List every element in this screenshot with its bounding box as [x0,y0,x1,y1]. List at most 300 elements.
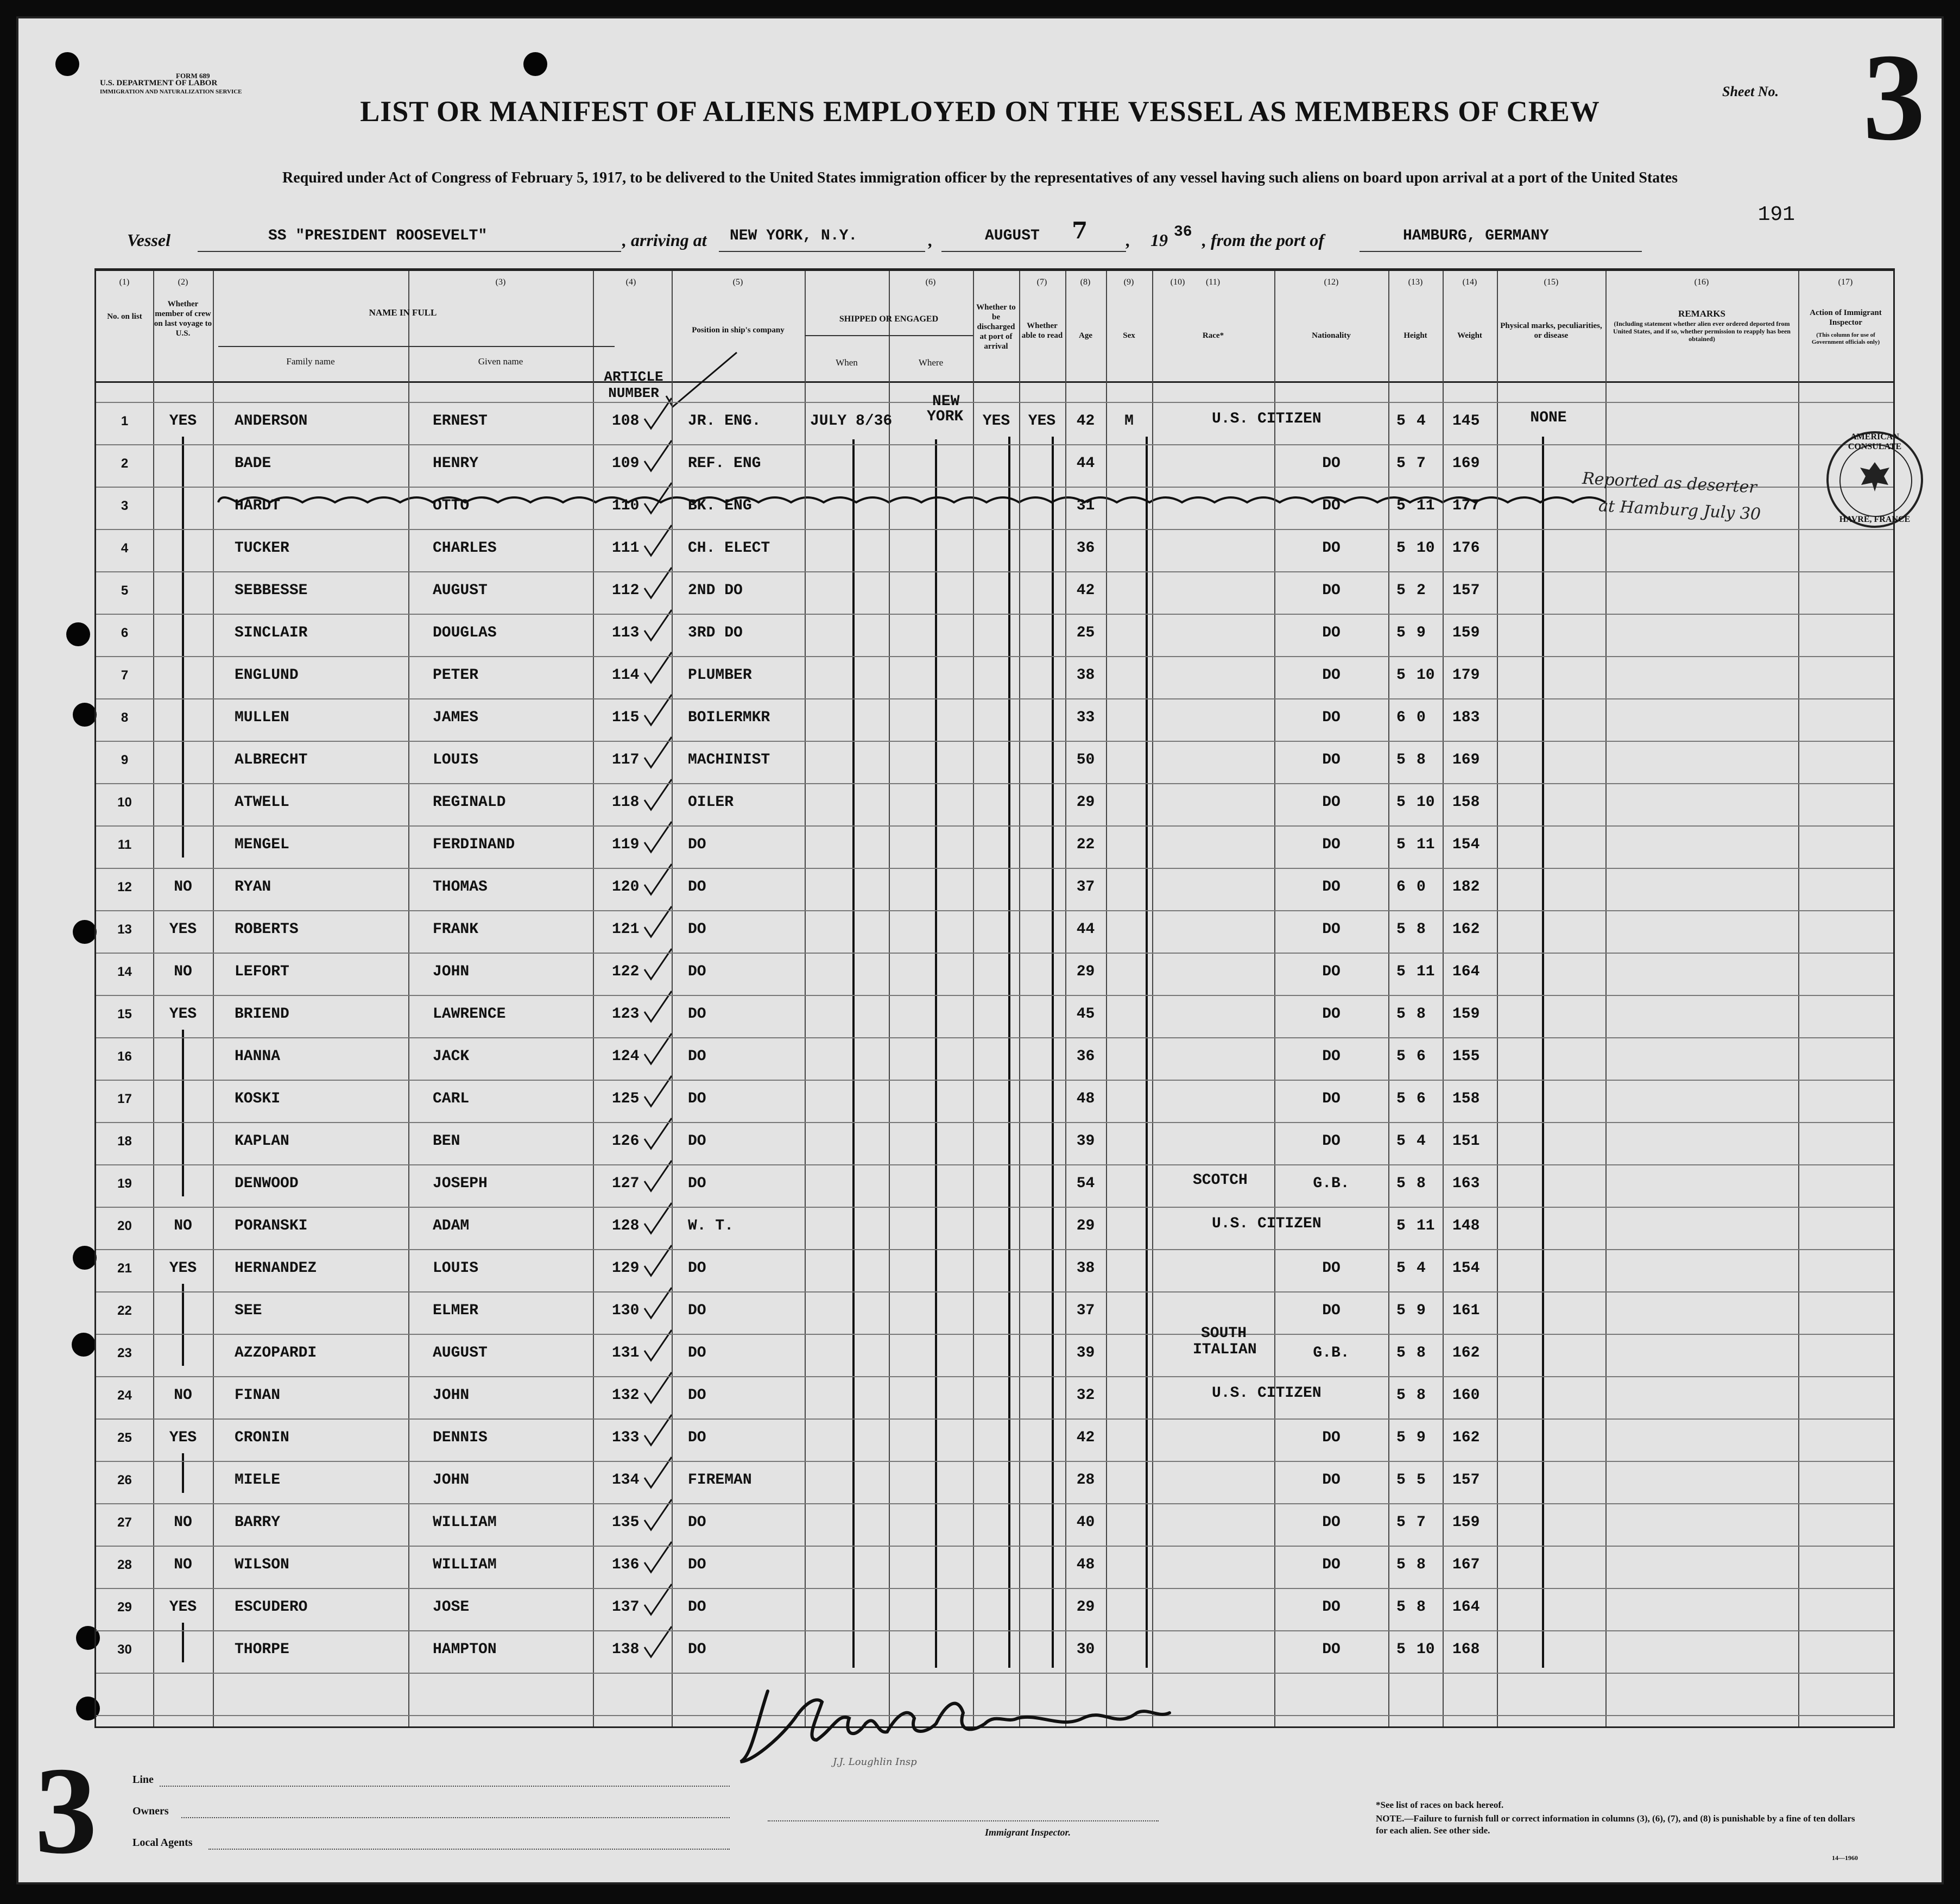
family-name: AZZOPARDI [235,1345,317,1361]
table-row [96,1546,1893,1588]
weight: 155 [1452,1048,1480,1065]
age: 31 [1076,497,1095,514]
table-row [96,995,1893,1037]
given-name: REGINALD [433,794,506,811]
crew-last-voyage: NO [174,1556,192,1573]
row-number: 20 [117,1219,132,1233]
row-number: 1 [121,414,129,428]
table-row [96,1503,1893,1546]
nationality: DO [1322,879,1341,896]
family-name: FINAN [235,1387,281,1404]
column-number: (7) [1036,278,1047,287]
arrival-month: AUGUST [985,228,1040,244]
weight: 162 [1452,921,1480,938]
header-family-name: Family name [286,356,335,367]
position: DO [688,1006,706,1023]
family-name: KOSKI [235,1090,281,1107]
age: 38 [1076,1260,1095,1277]
nationality: DO [1322,1429,1341,1446]
penalty-note: NOTE.—Failure to furnish full or correct information in columns (3), (6), (7), and (8) is punishable by a fine of ten dollars for each alien. See other side. [1376,1813,1855,1836]
arrival-year: 36 [1174,224,1192,241]
age: 48 [1076,1556,1095,1573]
row-number: 11 [117,837,132,852]
footer-sheet-number: 3 [35,1741,97,1880]
height-feet: 5 [1396,1006,1406,1023]
position: DO [688,879,706,896]
height-feet: 6 [1396,879,1406,896]
nationality: DO [1322,752,1341,768]
table-row [96,1207,1893,1249]
article-number: 115 [612,709,640,726]
column-number: (2) [178,278,188,287]
family-name: TUCKER [235,540,289,557]
age: 39 [1076,1345,1095,1361]
header-height: Height [1403,331,1427,340]
weight: 151 [1452,1133,1480,1150]
table-row [96,1334,1893,1376]
race: U.S. CITIZEN [1212,1385,1322,1402]
height-inches: 10 [1417,667,1435,684]
table-row [96,1588,1893,1630]
column-number: (3) [495,278,506,287]
row-number: 26 [117,1473,132,1487]
position: OILER [688,794,734,811]
article-number: 131 [612,1345,640,1361]
table-row [96,1461,1893,1503]
vessel-label: Vessel [127,230,170,250]
height-feet: 5 [1396,455,1406,472]
weight: 158 [1452,794,1480,811]
header-remarks: REMARKS [1678,308,1725,319]
article-number: 109 [612,455,640,472]
header-able-to-read: Whether able to read [1021,321,1063,340]
column-number: (10) [1170,278,1185,287]
arrival-port: NEW YORK, N.Y. [730,228,858,244]
article-number: 138 [612,1641,640,1658]
height-inches: 5 [1417,1472,1426,1489]
position: DO [688,963,706,980]
height-feet: 5 [1396,1599,1406,1616]
weight: 176 [1452,540,1480,557]
arriving-label: , arriving at [622,230,707,250]
header-age: Age [1079,331,1092,340]
family-name: RYAN [235,879,271,896]
family-name: MIELE [235,1472,281,1489]
height-inches: 9 [1417,1429,1426,1446]
header-nationality: Nationality [1312,331,1351,340]
age: 37 [1076,1302,1095,1319]
article-number: 121 [612,921,640,938]
table-row [96,1037,1893,1080]
table-row [96,698,1893,741]
given-name: DENNIS [433,1429,488,1446]
weight: 168 [1452,1641,1480,1658]
age: 42 [1076,413,1095,430]
nationality: G.B. [1313,1175,1350,1192]
service-label: IMMIGRATION AND NATURALIZATION SERVICE [100,89,242,95]
family-name: ALBRECHT [235,752,308,768]
crew-last-voyage: YES [169,1599,197,1616]
table-row [96,1249,1893,1291]
given-name: DOUGLAS [433,625,497,641]
weight: 159 [1452,625,1480,641]
department-label: U.S. DEPARTMENT OF LABOR [100,79,218,87]
given-name: LAWRENCE [433,1006,506,1023]
column-number: (12) [1324,278,1339,287]
age: 39 [1076,1133,1095,1150]
family-name: KAPLAN [235,1133,289,1150]
shipped-when: JULY 8/36 [810,413,893,430]
row-number: 14 [117,964,132,979]
column-number: (6) [925,278,936,287]
row-number: 4 [121,541,129,556]
row-number: 17 [117,1092,132,1106]
crew-last-voyage: YES [169,1006,197,1023]
height-inches: 6 [1417,1048,1426,1065]
position: PLUMBER [688,667,752,684]
height-inches: 0 [1417,709,1426,726]
height-feet: 5 [1396,667,1406,684]
height-feet: 5 [1396,1302,1406,1319]
given-name: ADAM [433,1218,470,1234]
column-number: (1) [119,278,130,287]
race: ITALIAN [1193,1341,1257,1358]
height-inches: 8 [1417,752,1426,768]
height-feet: 5 [1396,1090,1406,1107]
article-number: 130 [612,1302,640,1319]
nationality: DO [1322,794,1341,811]
position: DO [688,1556,706,1573]
height-inches: 8 [1417,1387,1426,1404]
article-number: 118 [612,794,640,811]
table-row [96,1291,1893,1334]
nationality: DO [1322,1599,1341,1616]
height-inches: 11 [1417,963,1435,980]
line-label: Line [132,1774,154,1786]
height-inches: 8 [1417,1599,1426,1616]
column-number: (17) [1838,278,1853,287]
nationality: DO [1322,582,1341,599]
remark-deserter-1: Reported as deserter [1582,469,1757,497]
row-number: 13 [117,922,132,937]
page-subtitle: Required under Act of Congress of February 5, 1917, to be delivered to the United States immigration officer by the representatives of any vessel having such aliens on board upon arrival at a port of the United States [282,169,1678,186]
header-when: When [836,357,858,368]
age: 42 [1076,582,1095,599]
from-port-label: , from the port of [1202,230,1324,250]
family-name: ENGLUND [235,667,299,684]
article-number: 126 [612,1133,640,1150]
position: DO [688,1599,706,1616]
nationality: DO [1322,625,1341,641]
row-rule [96,1673,1893,1674]
age: 33 [1076,709,1095,726]
height-inches: 8 [1417,1175,1426,1192]
row-number: 27 [117,1515,132,1530]
article-number: 114 [612,667,640,684]
height-feet: 5 [1396,1514,1406,1531]
given-name: LOUIS [433,1260,479,1277]
table-row [96,529,1893,571]
position: REF. ENG [688,455,761,472]
given-name: ELMER [433,1302,479,1319]
crew-last-voyage: YES [169,1260,197,1277]
given-name: JACK [433,1048,470,1065]
height-inches: 7 [1417,455,1426,472]
page-number: 191 [1757,203,1795,226]
given-name: FRANK [433,921,479,938]
header-action: Action of Immigrant Inspector [1810,308,1882,327]
punch-hole [55,52,79,76]
article-number: 129 [612,1260,640,1277]
nationality: DO [1322,1472,1341,1489]
family-name: HERNANDEZ [235,1260,317,1277]
height-feet: 5 [1396,540,1406,557]
age: 54 [1076,1175,1095,1192]
nationality: DO [1322,1302,1341,1319]
header-sex: Sex [1123,331,1135,340]
height-feet: 5 [1396,1260,1406,1277]
given-name: HAMPTON [433,1641,497,1658]
row-number: 5 [121,583,129,598]
family-name: SEE [235,1302,262,1319]
height-inches: 8 [1417,1345,1426,1361]
family-name: HARDT [235,497,281,514]
row-number: 12 [117,880,132,894]
table-row [96,741,1893,783]
given-name: FERDINAND [433,836,515,853]
nationality: DO [1322,836,1341,853]
crew-last-voyage: NO [174,1387,192,1404]
sheet-no-label: Sheet No. [1722,84,1779,99]
crew-last-voyage: YES [169,413,197,430]
age: 40 [1076,1514,1095,1531]
form-number: FORM 689 [176,72,210,80]
family-name: PORANSKI [235,1218,308,1234]
age: 29 [1076,963,1095,980]
article-number: 110 [612,497,640,514]
row-number: 22 [117,1303,132,1318]
height-inches: 8 [1417,1006,1426,1023]
height-feet: 5 [1396,1048,1406,1065]
nationality: G.B. [1313,1345,1350,1361]
family-name: ROBERTS [235,921,299,938]
row-number: 29 [117,1600,132,1615]
age: 38 [1076,667,1095,684]
consulate-stamp [1826,431,1923,528]
eagle-emblem-icon [1856,458,1894,496]
remark-deserter-2: at Hamburg July 30 [1598,496,1761,524]
row-number: 9 [121,753,129,767]
immigrant-inspector-label: Immigrant Inspector. [985,1827,1071,1838]
given-name: JOSE [433,1599,470,1616]
row-number: 21 [117,1261,132,1276]
header-discharged: Whether to be discharged at port of arrival [976,303,1016,351]
table-row [96,1418,1893,1461]
age: 42 [1076,1429,1095,1446]
header-where: Where [918,357,944,368]
table-row [96,1164,1893,1207]
header-action-note: (This column for use of Government officials only) [1811,332,1880,345]
header-name-in-full: NAME IN FULL [369,307,437,318]
column-number: (13) [1408,278,1423,287]
height-feet: 5 [1396,752,1406,768]
weight: 177 [1452,497,1480,514]
height-inches: 2 [1417,582,1426,599]
position: DO [688,1090,706,1107]
height-feet: 5 [1396,1429,1406,1446]
given-name: BEN [433,1133,460,1150]
race: SCOTCH [1193,1172,1248,1189]
row-number: 28 [117,1558,132,1572]
position: MACHINIST [688,752,770,768]
height-feet: 5 [1396,1641,1406,1658]
height-feet: 5 [1396,836,1406,853]
height-inches: 0 [1417,879,1426,896]
year-prefix: 19 [1150,230,1168,250]
height-inches: 4 [1417,1260,1426,1277]
family-name: DENWOOD [235,1175,299,1192]
family-name: LEFORT [235,963,289,980]
row-number: 7 [121,668,129,683]
header-shipped-engaged: SHIPPED OR ENGAGED [839,314,939,324]
age: 44 [1076,455,1095,472]
header-crew-last-voyage: Whether member of crew on last voyage to U.S. [154,300,212,338]
column-number: (8) [1080,278,1091,287]
nationality: DO [1322,1048,1341,1065]
header-physical-marks: Physical marks, peculiarities, or disease [1500,321,1602,340]
nationality: DO [1322,921,1341,938]
weight: 145 [1452,413,1480,430]
nationality: DO [1322,1090,1341,1107]
height-inches: 7 [1417,1514,1426,1531]
vessel-name: SS "PRESIDENT ROOSEVELT" [268,228,488,244]
article-number: 108 [612,413,640,430]
height-inches: 9 [1417,625,1426,641]
family-name: CRONIN [235,1429,289,1446]
height-inches: 4 [1417,413,1426,430]
crew-last-voyage: NO [174,963,192,980]
age: 32 [1076,1387,1095,1404]
header-article-number: ARTICLE NUMBER [604,369,663,401]
position: DO [688,1302,706,1319]
age: 36 [1076,540,1095,557]
nationality: DO [1322,667,1341,684]
article-number: 120 [612,879,640,896]
shipped-where: NEW [932,393,960,410]
given-name: LOUIS [433,752,479,768]
given-name: PETER [433,667,479,684]
given-name: OTTO [433,497,470,514]
weight: 162 [1452,1429,1480,1446]
height-inches: 11 [1417,836,1435,853]
discharged: YES [982,413,1010,430]
position: DO [688,1429,706,1446]
height-feet: 5 [1396,1556,1406,1573]
position: FIREMAN [688,1472,752,1489]
position: DO [688,1175,706,1192]
row-number: 23 [117,1346,132,1360]
height-inches: 4 [1417,1133,1426,1150]
given-name: HENRY [433,455,479,472]
article-number: 132 [612,1387,640,1404]
race-note: *See list of races on back hereof. [1376,1800,1504,1810]
article-number: 128 [612,1218,640,1234]
height-inches: 6 [1417,1090,1426,1107]
weight: 160 [1452,1387,1480,1404]
nationality: DO [1322,1641,1341,1658]
height-feet: 5 [1396,794,1406,811]
height-feet: 5 [1396,963,1406,980]
article-number: 122 [612,963,640,980]
family-name: WILSON [235,1556,289,1573]
height-feet: 5 [1396,625,1406,641]
age: 29 [1076,1599,1095,1616]
given-name: JAMES [433,709,479,726]
table-row [96,656,1893,698]
weight: 179 [1452,667,1480,684]
column-number: (14) [1462,278,1477,287]
given-name: CHARLES [433,540,497,557]
punch-hole [73,703,97,727]
height-feet: 5 [1396,1218,1406,1234]
age: 29 [1076,1218,1095,1234]
family-name: SEBBESSE [235,582,308,599]
article-number: 119 [612,836,640,853]
weight: 164 [1452,1599,1480,1616]
article-number: 134 [612,1472,640,1489]
signature-text: J.J. Loughlin Insp [833,1756,917,1768]
age: 37 [1076,879,1095,896]
weight: 157 [1452,582,1480,599]
row-number: 6 [121,626,129,640]
article-number: 112 [612,582,640,599]
height-feet: 5 [1396,1345,1406,1361]
header-weight: Weight [1457,331,1482,340]
shipped-where: YORK [927,408,964,425]
nationality: DO [1322,540,1341,557]
position: DO [688,1133,706,1150]
row-number: 16 [117,1049,132,1064]
article-number: 124 [612,1048,640,1065]
weight: 157 [1452,1472,1480,1489]
position: BK. ENG [688,497,752,514]
age: 36 [1076,1048,1095,1065]
column-number: (5) [732,278,743,287]
weight: 162 [1452,1345,1480,1361]
nationality: DO [1322,1133,1341,1150]
column-number: (4) [625,278,636,287]
weight: 164 [1452,963,1480,980]
sheet-number: 3 [1863,28,1925,166]
table-row [96,825,1893,868]
position: DO [688,921,706,938]
given-name: JOSEPH [433,1175,488,1192]
local-agents-label: Local Agents [132,1837,193,1849]
row-number: 3 [121,499,129,513]
table-row [96,571,1893,614]
given-name: THOMAS [433,879,488,896]
crew-last-voyage: NO [174,1514,192,1531]
row-number: 18 [117,1134,132,1149]
punch-hole [72,1333,96,1357]
age: 44 [1076,921,1095,938]
family-name: BRIEND [235,1006,289,1023]
nationality: DO [1322,455,1341,472]
family-name: ANDERSON [235,413,308,430]
check-mark-icon [666,352,737,407]
family-name: ATWELL [235,794,289,811]
arrival-day: 7 [1072,217,1088,244]
